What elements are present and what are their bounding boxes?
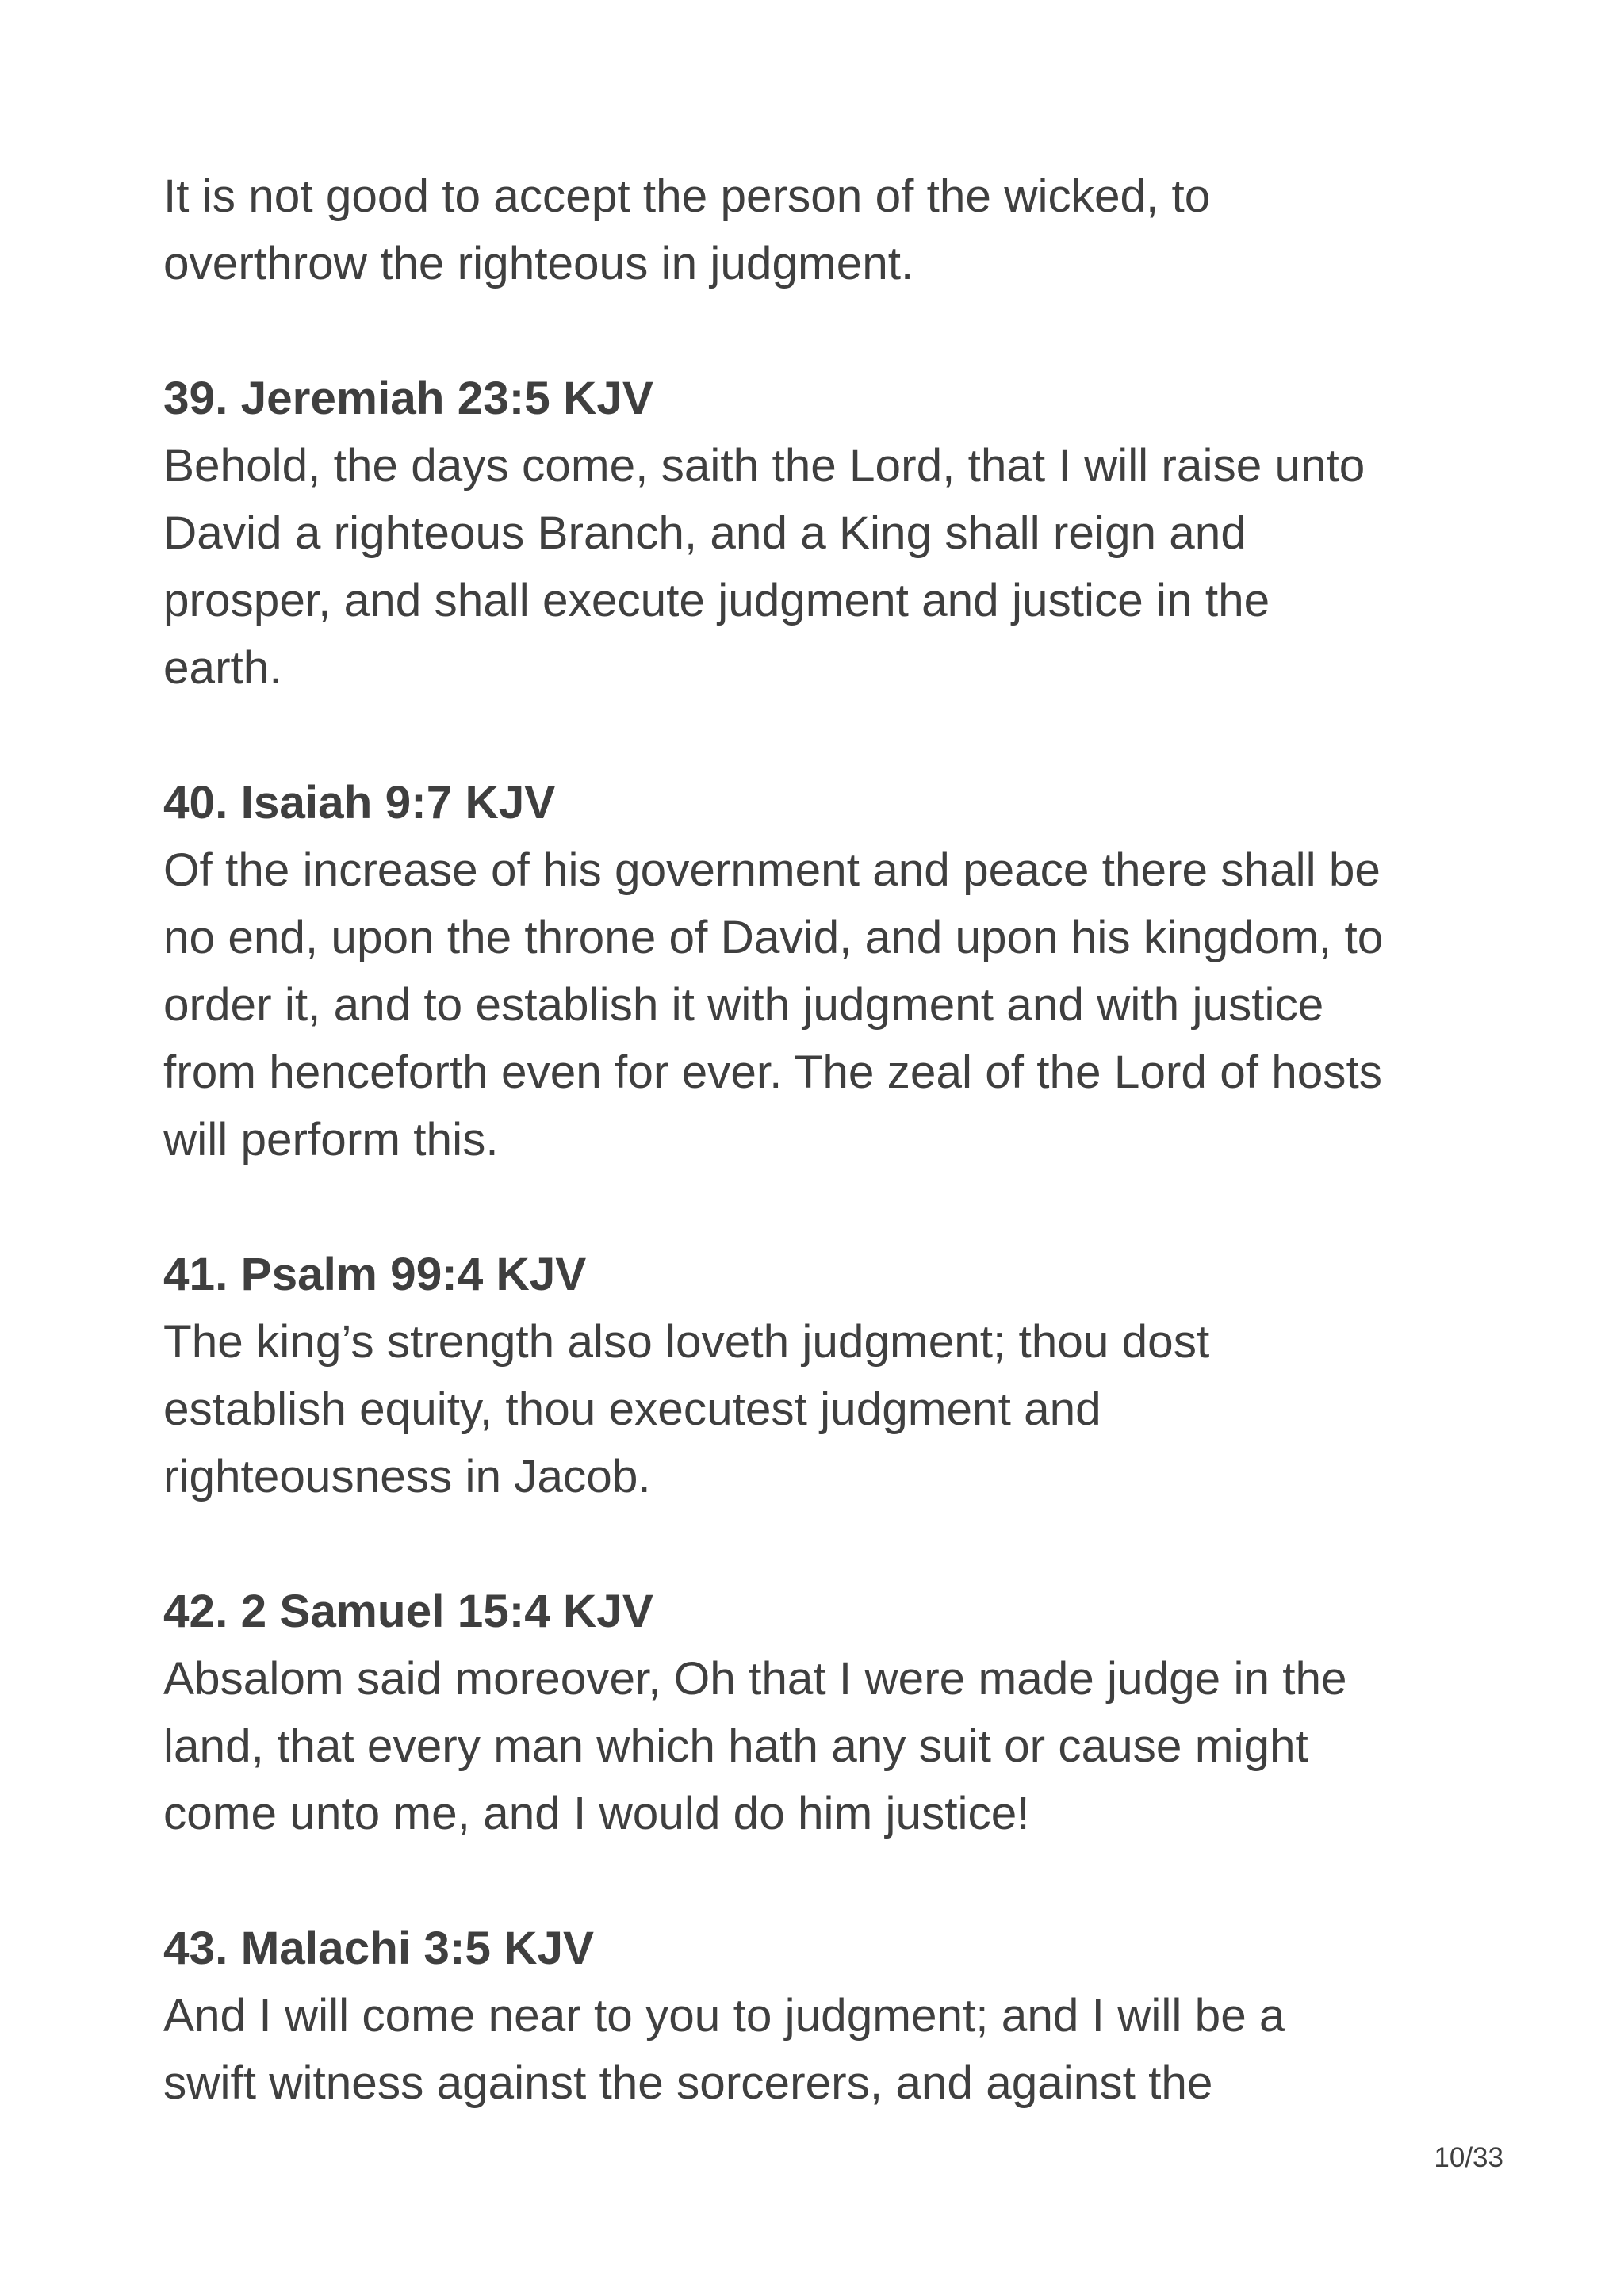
text-line: Absalom said moreover, Oh that I were made judge in the <box>163 1653 1347 1705</box>
text-line: overthrow the righteous in judgment. <box>163 238 914 289</box>
verse-heading: 41. Psalm 99:4 KJV <box>163 1249 587 1300</box>
verse-text <box>163 432 1480 702</box>
verse-text <box>163 836 1480 1173</box>
text-line: Behold, the days come, saith the Lord, that I will raise unto <box>163 440 1365 492</box>
page-content <box>163 163 1480 2117</box>
text-line: And I will come near to you to judgment; and I will be a <box>163 1990 1285 2042</box>
text-line: Of the increase of his government and peace there shall be <box>163 844 1381 896</box>
text-line: David a righteous Branch, and a King shall reign and <box>163 507 1247 559</box>
verse-text <box>163 1645 1480 1847</box>
text-line: order it, and to establish it with judgment and with justice <box>163 979 1324 1031</box>
verse-block-40 <box>163 769 1480 1173</box>
page-number: 10/33 <box>1434 2142 1503 2173</box>
text-line: earth. <box>163 642 282 694</box>
verse-block-42 <box>163 1578 1480 1847</box>
text-line: from henceforth even for ever. The zeal of the Lord of hosts <box>163 1047 1383 1098</box>
text-line: It is not good to accept the person of the wicked, to <box>163 170 1211 222</box>
text-line: prosper, and shall execute judgment and justice in the <box>163 575 1270 626</box>
verse-text <box>163 1308 1480 1510</box>
text-line: no end, upon the throne of David, and upon his kingdom, to <box>163 912 1384 963</box>
text-line: The king’s strength also loveth judgment; thou dost <box>163 1316 1210 1368</box>
verse-block-39 <box>163 365 1480 702</box>
text-line: come unto me, and I would do him justice! <box>163 1788 1030 1839</box>
text-line: land, that every man which hath any suit or cause might <box>163 1720 1308 1772</box>
verse-block-41 <box>163 1241 1480 1510</box>
text-line: will perform this. <box>163 1114 499 1165</box>
text-line: swift witness against the sorcerers, and against the <box>163 2057 1213 2109</box>
verse-heading: 43. Malachi 3:5 KJV <box>163 1923 595 1974</box>
verse-text <box>163 1982 1480 2117</box>
text-line: establish equity, thou executest judgment and <box>163 1383 1101 1435</box>
verse-block-43 <box>163 1915 1480 2117</box>
verse-heading: 39. Jeremiah 23:5 KJV <box>163 373 653 424</box>
text-line: righteousness in Jacob. <box>163 1451 651 1502</box>
intro-paragraph <box>163 163 1480 297</box>
verse-heading: 40. Isaiah 9:7 KJV <box>163 777 556 828</box>
verse-heading: 42. 2 Samuel 15:4 KJV <box>163 1586 653 1637</box>
